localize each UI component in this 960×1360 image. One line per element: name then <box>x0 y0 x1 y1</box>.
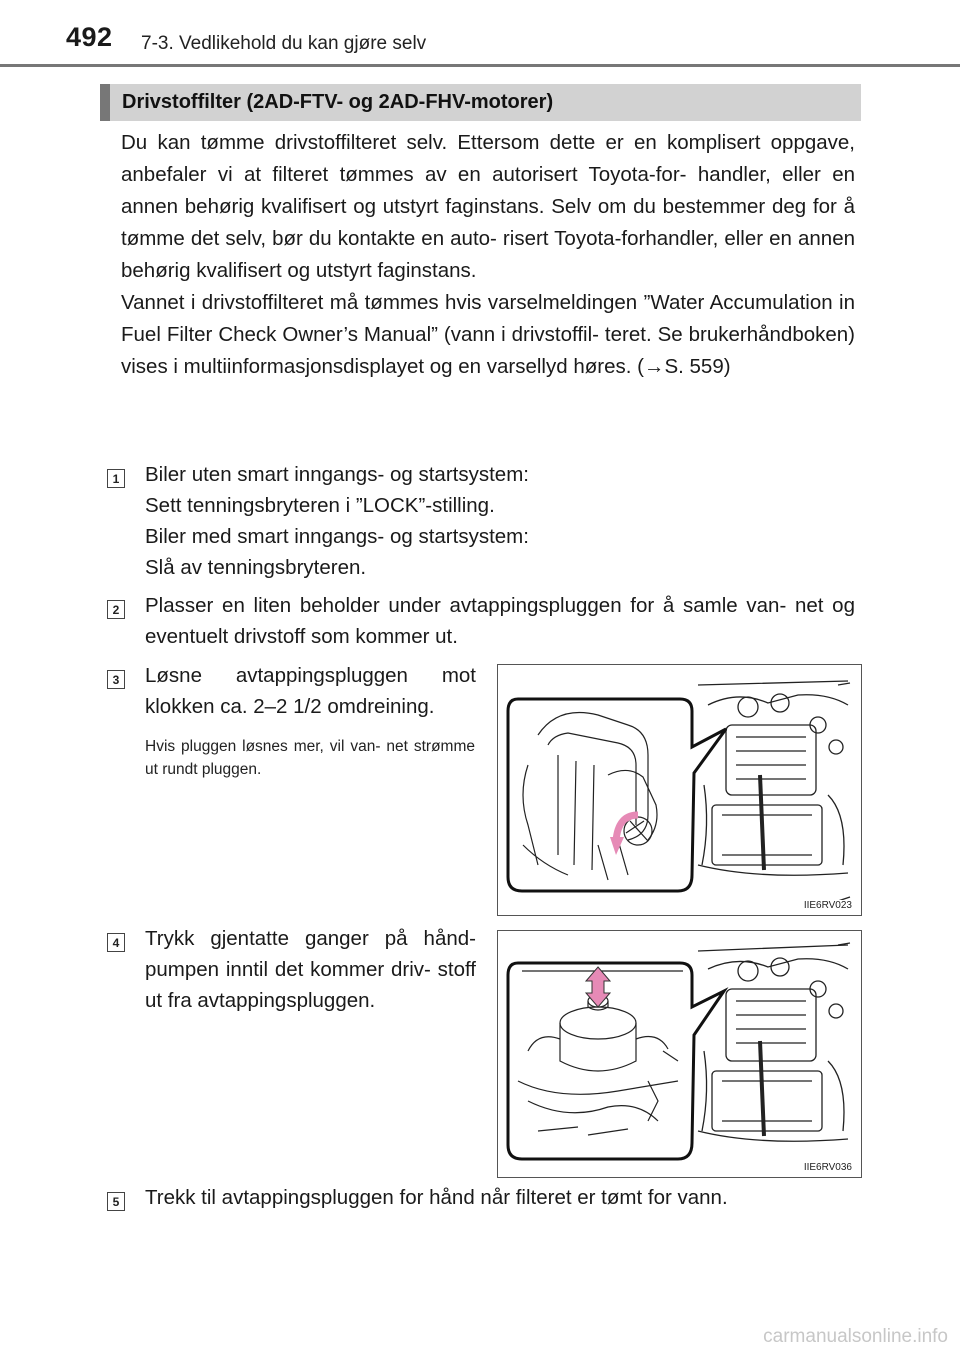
step-1-line-1: Biler uten smart inngangs- og startsystem: <box>145 463 529 486</box>
watermark: carmanualsonline.info <box>763 1326 948 1347</box>
step-number-2: 2 <box>107 600 125 619</box>
section-heading-text: Drivstoffilter (2AD-FTV- og 2AD-FHV-motorer) <box>122 91 554 113</box>
figure-loosen-drain-plug <box>497 664 862 916</box>
step-number-1: 1 <box>107 469 125 488</box>
engine-bay-pump-illustration <box>498 931 862 1178</box>
step-1-line-4: Slå av tenningsbryteren. <box>145 556 367 579</box>
section-heading <box>100 84 861 121</box>
header-divider <box>0 64 960 67</box>
step-number-4: 4 <box>107 933 125 952</box>
chapter-title: 7-3. Vedlikehold du kan gjøre selv <box>141 33 427 54</box>
step-3-text: Løsne avtappingspluggen mot klokken ca. 2–2 1/2 omdreining. <box>145 664 476 718</box>
intro-paragraph-1: Du kan tømme drivstoffilteret selv. Ettersom dette er en komplisert oppgave, anbefaler vi at filteret tømmes av en autorisert Toyota-for- handler, eller en annen behørig kvalifisert og utstyrt faginstans. Selv om du bestemmer deg for å tømme det selv, bør du kontakte en auto- risert Toyota-forhandler, eller en annen behørig kvalifisert og utstyrt faginstans. <box>121 131 855 282</box>
step-1-text <box>145 459 855 583</box>
engine-bay-illustration <box>498 665 862 916</box>
intro-paragraph-2: Vannet i drivstoffilteret må tømmes hvis varselmeldingen ”Water Accumulation in Fuel Filter Check Owner’s Manual” (vann i drivstoffil- teret. Se brukerhåndboken) vises i multiinformasjonsdisplayet og en varsellyd høres. (→S. 559) <box>121 291 855 378</box>
figure-hand-pump <box>497 930 862 1178</box>
step-4-text: Trykk gjentatte ganger på hånd- pumpen inntil det kommer driv- stoff ut fra avtappingspluggen. <box>145 927 476 1012</box>
figure-code-1: IIE6RV023 <box>803 900 852 911</box>
step-number-3: 3 <box>107 670 125 689</box>
step-5-text: Trekk til avtappingspluggen for hånd når filteret er tømt for vann. <box>145 1186 728 1209</box>
intro-text <box>121 127 855 383</box>
page-number: 492 <box>66 22 113 52</box>
step-1-line-2: Sett tenningsbryteren i ”LOCK”-stilling. <box>145 494 495 517</box>
step-3-note: Hvis pluggen løsnes mer, vil van- net strømme ut rundt pluggen. <box>145 738 475 778</box>
step-2-text: Plasser en liten beholder under avtappingspluggen for å samle van- net og eventuelt drivstoff som kommer ut. <box>145 594 855 648</box>
figure-code-2: IIE6RV036 <box>803 1162 852 1173</box>
step-1-line-3: Biler med smart inngangs- og startsystem: <box>145 525 529 548</box>
step-number-5: 5 <box>107 1192 125 1211</box>
